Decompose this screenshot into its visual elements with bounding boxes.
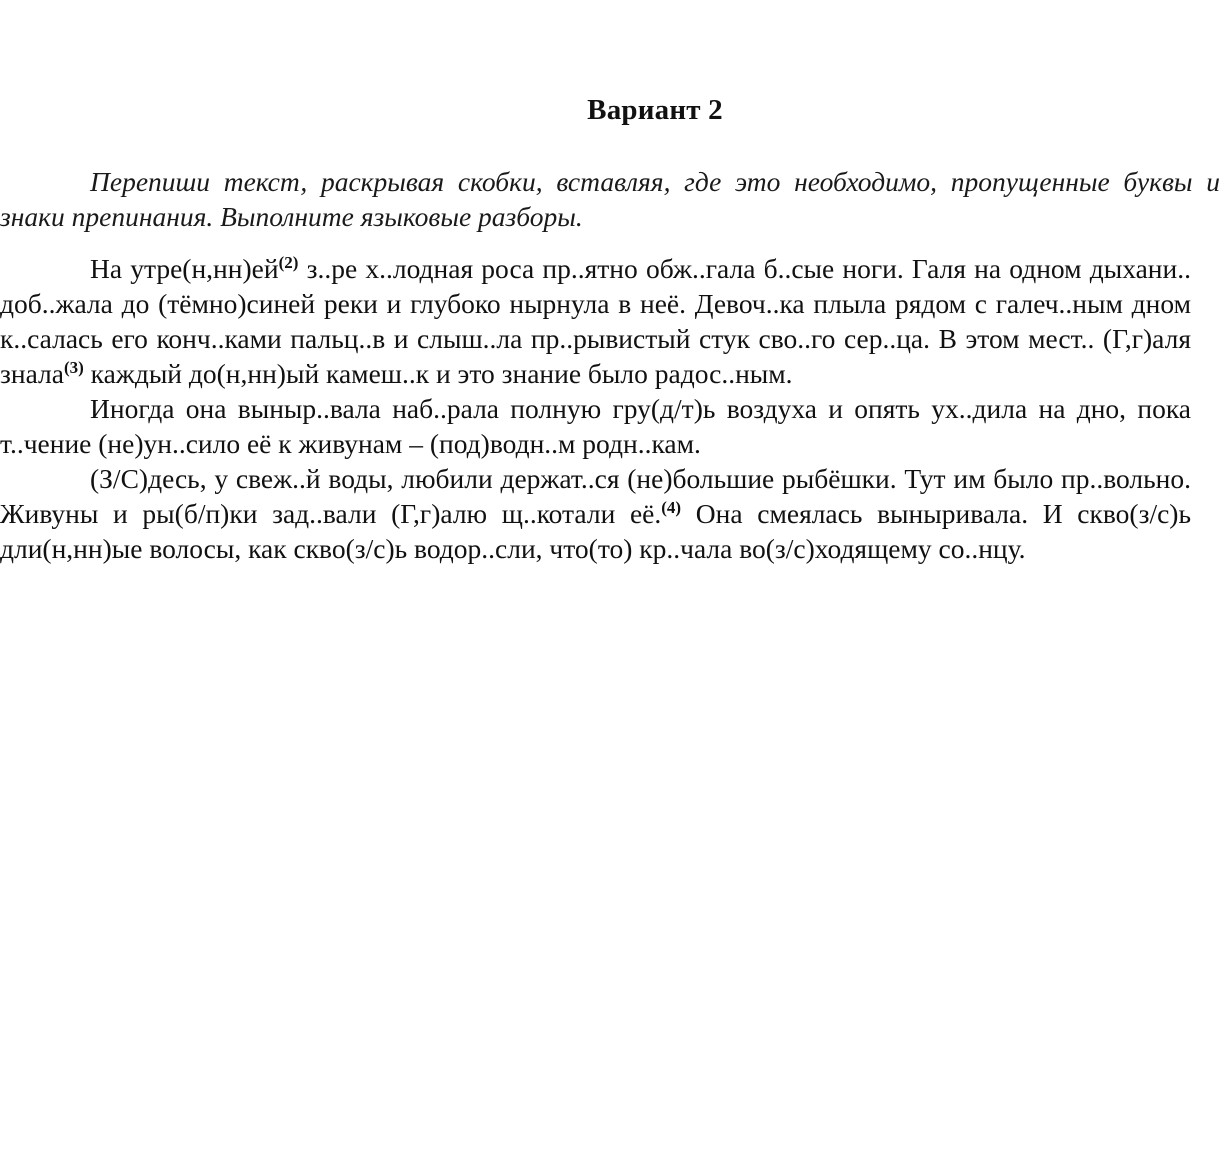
paragraph-3: [0, 461, 1191, 566]
exercise-text: [0, 251, 1191, 566]
text-segment: з..ре х..лодная роса пр..ятно обж..гала б..сые ноги. Галя на одном дыхани.. доб..жала до (тёмно)синей реки и глубоко нырнула в неё. Девоч..ка плыла рядом с галеч..ным дном к..салась его конч..ками пальц..в и слыш..ла пр..рывистый стук сво..го сер..ца. В этом мест.. (Г,г)аля знала: [0, 253, 1191, 389]
text-segment: (З/С)десь, у свеж..й воды, любили держат..ся (не)большие рыбёшки. Тут им было пр..вольно. Живуны и ры(б/п)ки зад..вали (Г,г)алю щ..котали её.: [0, 463, 1191, 529]
page-title: Вариант 2: [587, 94, 723, 126]
text-segment: Она смеялась выныривала. И скво(з/с)ь дли(н,нн)ые волосы, как скво(з/с)ь водор..сли, что(то) кр..чала во(з/с)ходящему со..нцу.: [0, 498, 1191, 564]
paragraph-1: [0, 251, 1191, 391]
paragraph-2: [0, 391, 1191, 461]
text-segment: Иногда она выныр..вала наб..рала полную гру(д/т)ь воздуха и опять ух..дила на дно, пока т..чение (не)ун..сило её к живунам – (под)водн..м родн..кам.: [0, 393, 1191, 459]
text-segment: каждый до(н,нн)ый камеш..к и это знание было радос..ным.: [83, 358, 793, 389]
footnote-mark: (4): [661, 497, 682, 517]
footnote-mark: (2): [278, 252, 299, 272]
text-segment: На утре(н,нн)ей: [90, 253, 279, 284]
footnote-mark: (3): [63, 357, 84, 377]
task-instruction: Перепиши текст, раскрывая скобки, вставляя, где это необходимо, пропущенные буквы и знаки препинания. Выполните языковые разборы.: [0, 166, 1220, 232]
